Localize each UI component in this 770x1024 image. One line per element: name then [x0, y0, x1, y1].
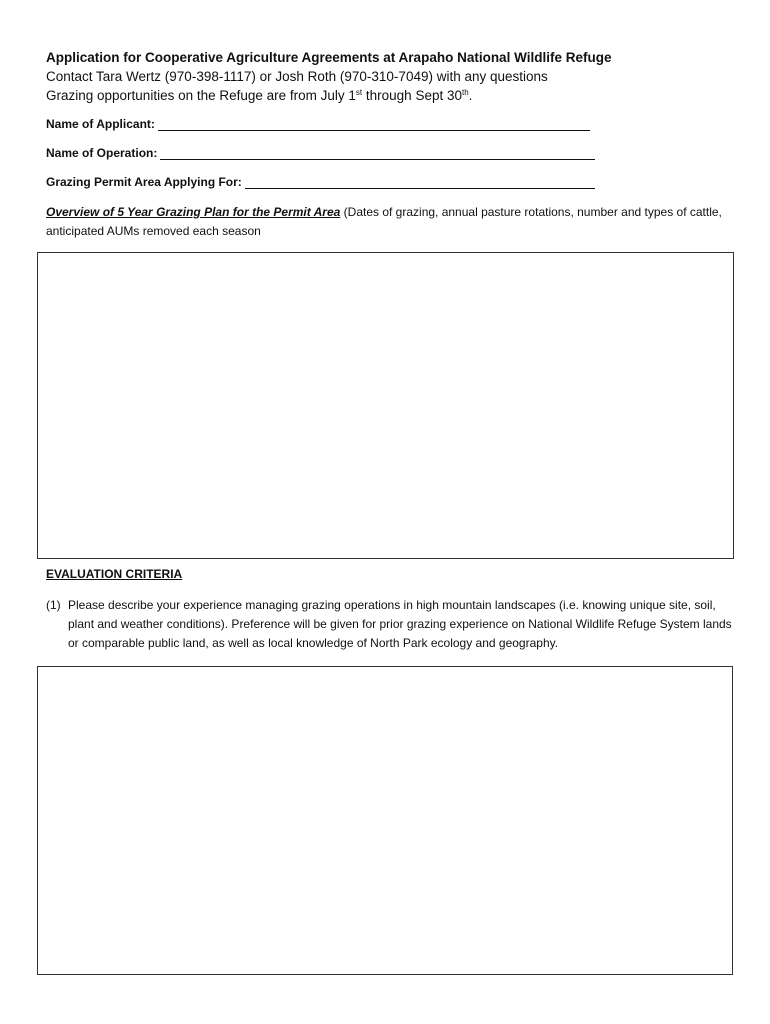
applicant-input-line[interactable]	[158, 118, 590, 131]
operation-input-line[interactable]	[160, 147, 595, 160]
grazing-superscript-th: th	[461, 88, 469, 97]
permit-area-label: Grazing Permit Area Applying For:	[46, 175, 242, 189]
applicant-label: Name of Applicant:	[46, 117, 155, 131]
permit-area-field	[46, 175, 595, 189]
overview-section	[46, 203, 726, 241]
grazing-plan-answer-box[interactable]	[37, 252, 734, 559]
overview-heading: Overview of 5 Year Grazing Plan for the Permit Area	[46, 205, 341, 219]
experience-answer-box[interactable]	[37, 666, 733, 975]
grazing-dates-line	[46, 86, 736, 105]
contact-line: Contact Tara Wertz (970-398-1117) or Josh Roth (970-310-7049) with any questions	[46, 69, 548, 84]
question-number: (1)	[46, 598, 61, 612]
applicant-field	[46, 117, 590, 131]
evaluation-criteria-heading: EVALUATION CRITERIA	[46, 567, 183, 581]
grazing-superscript-st: st	[355, 88, 363, 97]
grazing-middle: through Sept 30	[362, 88, 462, 103]
operation-label: Name of Operation:	[46, 146, 158, 160]
document-header	[46, 48, 736, 105]
document-title: Application for Cooperative Agriculture Agreements at Arapaho National Wildlife Refuge	[46, 50, 612, 65]
criteria-question-1	[46, 596, 736, 653]
permit-area-input-line[interactable]	[245, 176, 595, 189]
overview-description: (Dates of grazing, annual pasture rotations, number and types of cattle, anticipated AUMs removed each season	[46, 205, 722, 238]
grazing-suffix: .	[468, 88, 473, 103]
question-text: Please describe your experience managing grazing operations in high mountain landscapes (i.e. knowing unique site, soil, plant and weather conditions). Preference will be given for prior grazing experience on National Wildlife Refuge System lands or comparable public land, as well as local knowledge of North Park ecology and geography.	[68, 598, 732, 650]
operation-field	[46, 146, 595, 160]
grazing-prefix: Grazing opportunities on the Refuge are from July 1	[46, 88, 356, 103]
